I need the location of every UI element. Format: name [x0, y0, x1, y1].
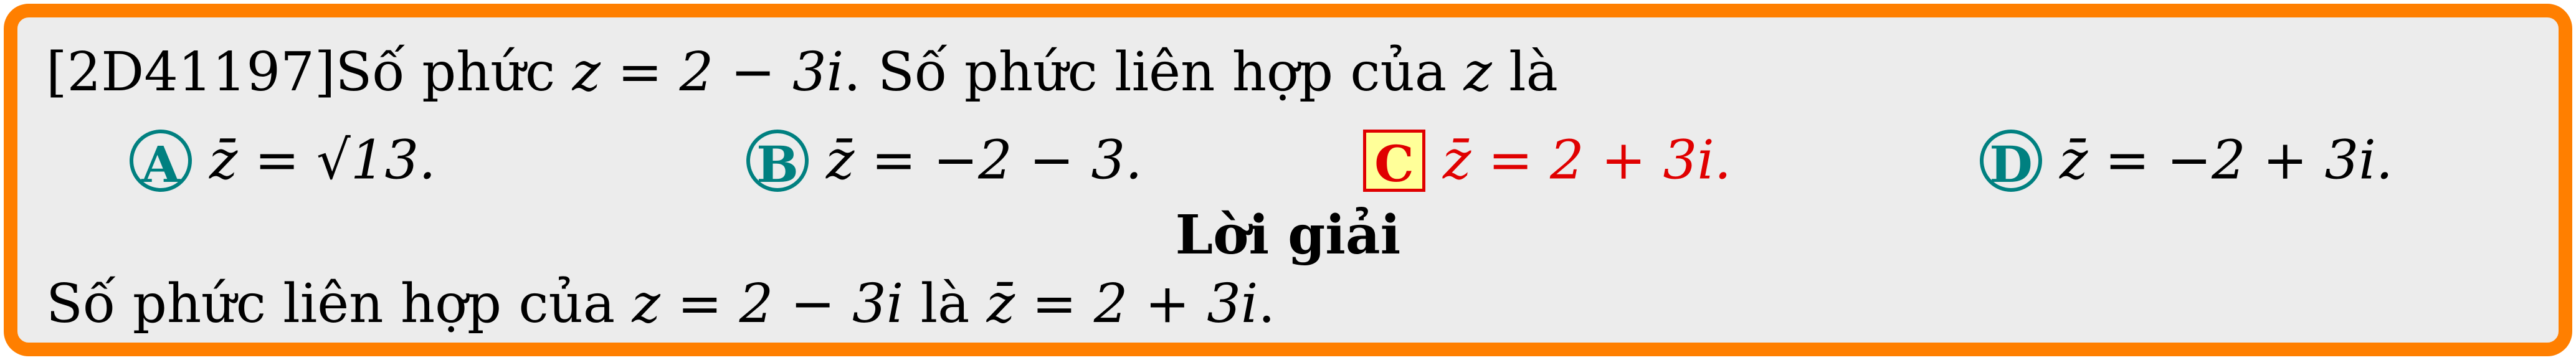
option-b[interactable] — [746, 122, 1143, 194]
question-var: z — [1463, 41, 1492, 103]
question-suffix: . Số phức liên hợp của — [844, 41, 1464, 103]
solution-text — [46, 273, 1275, 335]
question-stem — [46, 41, 1558, 103]
solution-prefix: Số phức liên hợp của — [46, 273, 632, 335]
solution-math2: z̄ = 2 + 3i — [986, 273, 1258, 335]
option-c-text: z̄ = 2 + 3i. — [1443, 129, 1732, 192]
option-a[interactable] — [130, 122, 436, 194]
question-math: z = 2 − 3i — [572, 41, 844, 103]
option-d[interactable] — [1980, 122, 2393, 194]
option-d-badge: D — [1980, 130, 2042, 192]
option-c[interactable] — [1363, 122, 1731, 191]
question-end: là — [1491, 41, 1558, 103]
solution-math1: z = 2 − 3i — [632, 273, 904, 335]
option-d-text: z̄ = −2 + 3i. — [2060, 129, 2393, 192]
option-b-text: z̄ = −2 − 3. — [826, 129, 1143, 192]
solution-end: . — [1258, 273, 1275, 335]
option-c-badge: C — [1363, 130, 1425, 192]
question-id: [2D41197] — [46, 41, 336, 103]
question-frame — [4, 4, 2572, 356]
solution-heading: Lời giải — [1175, 204, 1401, 267]
solution-mid: là — [903, 273, 987, 335]
question-content — [17, 17, 2559, 343]
option-a-text: z̄ = √13. — [209, 129, 436, 192]
option-b-badge: B — [746, 130, 809, 192]
option-a-badge: A — [130, 130, 192, 192]
question-prefix: Số phức — [335, 41, 573, 103]
